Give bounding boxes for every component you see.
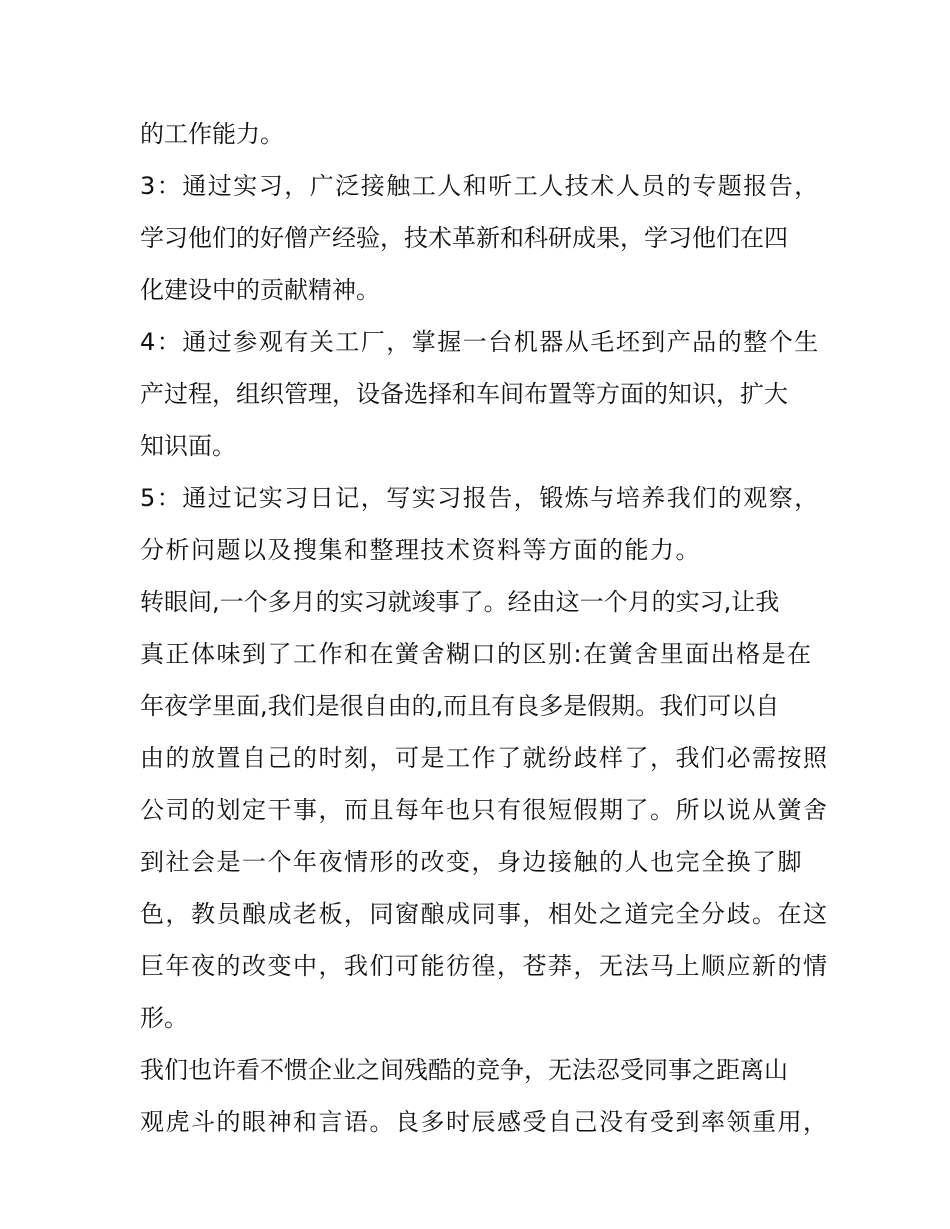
text-line: 到社会是一个年夜情形的改变，身边接触的人也完全换了脚 [140, 848, 803, 876]
text-line: 化建设中的贡献精神。 [140, 276, 380, 304]
text-line: 形。 [140, 1004, 188, 1032]
text-line: 由的放置自己的时刻，可是工作了就纷歧样了，我们必需按照 [140, 744, 829, 772]
text-line: 我们也许看不惯企业之间残酷的竞争，无法忍受同事之距离山 [140, 1056, 788, 1084]
text-line: 转眼间,一个多月的实习就竣事了。经由这一个月的实习,让我 [140, 588, 780, 616]
text-line: 巨年夜的改变中，我们可能彷徨，苍莽，无法马上顺应新的情 [140, 952, 829, 980]
text-line: 4：通过参观有关工厂，掌握一台机器从毛坯到产品的整个生 [140, 328, 820, 356]
text-line: 3：通过实习，广泛接触工人和听工人技术人员的专题报告， [140, 172, 820, 200]
text-line: 知识面。 [140, 432, 236, 460]
text-line: 公司的划定干事，而且每年也只有很短假期了。所以说从黉舍 [140, 796, 829, 824]
text-line: 真正体味到了工作和在黉舍糊口的区别:在黉舍里面出格是在 [140, 640, 813, 668]
document-body [140, 108, 830, 1148]
text-line: 分析问题以及搜集和整理技术资料等方面的能力。 [140, 536, 701, 564]
text-line: 年夜学里面,我们是很自由的,而且有良多是假期。我们可以自 [140, 692, 780, 720]
text-line: 色，教员酿成老板，同窗酿成同事，相处之道完全分歧。在这 [140, 900, 829, 928]
text-line: 5：通过记实习日记，写实习报告，锻炼与培养我们的观察， [140, 484, 820, 512]
text-line: 观虎斗的眼神和言语。良多时辰感受自己没有受到率领重用， [140, 1108, 829, 1136]
text-line: 产过程，组织管理，设备选择和车间布置等方面的知识，扩大 [140, 380, 788, 408]
text-line: 学习他们的好僧产经验，技术革新和科研成果，学习他们在四 [140, 224, 788, 252]
text-line: 的工作能力。 [140, 120, 284, 148]
